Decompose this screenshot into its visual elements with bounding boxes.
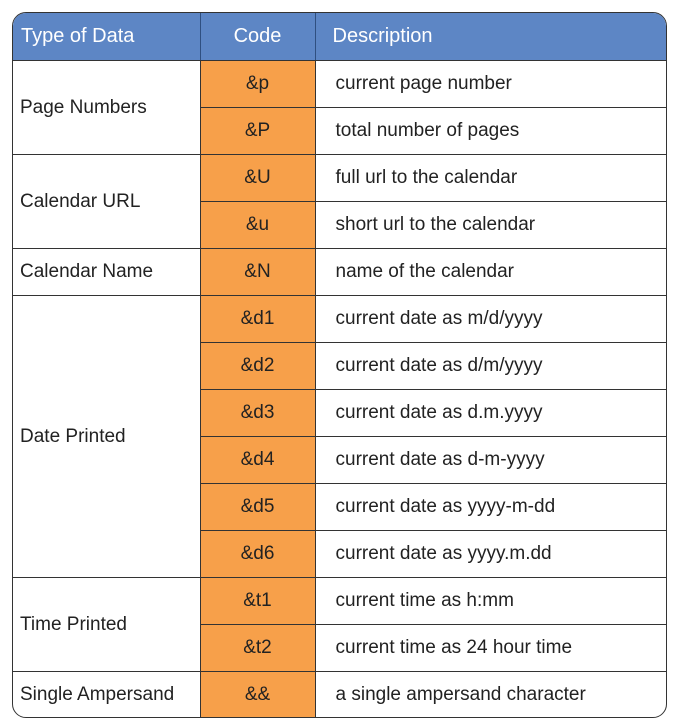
description-cell: current page number: [315, 61, 666, 108]
type-cell: Time Printed: [13, 578, 200, 672]
code-cell: &p: [200, 61, 315, 108]
code-cell: &d5: [200, 484, 315, 531]
table-row: [13, 249, 666, 296]
description-cell: current date as d.m.yyyy: [315, 390, 666, 437]
description-cell: current date as m/d/yyyy: [315, 296, 666, 343]
description-cell: name of the calendar: [315, 249, 666, 296]
code-cell: &N: [200, 249, 315, 296]
code-cell: &t2: [200, 625, 315, 672]
code-cell: &d2: [200, 343, 315, 390]
code-cell: &d1: [200, 296, 315, 343]
code-cell: &d4: [200, 437, 315, 484]
code-cell: &&: [200, 672, 315, 719]
table-header-row: [13, 13, 666, 61]
description-cell: total number of pages: [315, 108, 666, 155]
description-cell: current time as h:mm: [315, 578, 666, 625]
description-cell: current date as d/m/yyyy: [315, 343, 666, 390]
code-cell: &u: [200, 202, 315, 249]
table-row: [13, 578, 666, 625]
description-cell: current date as d-m-yyyy: [315, 437, 666, 484]
description-column-header: Description: [315, 13, 666, 61]
code-cell: &d6: [200, 531, 315, 578]
code-cell: &U: [200, 155, 315, 202]
type-column-header: Type of Data: [13, 13, 200, 61]
type-cell: Calendar Name: [13, 249, 200, 296]
codes-table: [13, 13, 666, 718]
description-cell: current date as yyyy.m.dd: [315, 531, 666, 578]
description-cell: short url to the calendar: [315, 202, 666, 249]
codes-table-container: [12, 12, 667, 718]
type-cell: Page Numbers: [13, 61, 200, 155]
code-cell: &d3: [200, 390, 315, 437]
description-cell: current date as yyyy-m-dd: [315, 484, 666, 531]
type-cell: Calendar URL: [13, 155, 200, 249]
code-cell: &P: [200, 108, 315, 155]
description-cell: current time as 24 hour time: [315, 625, 666, 672]
code-column-header: Code: [200, 13, 315, 61]
code-cell: &t1: [200, 578, 315, 625]
description-cell: a single ampersand character: [335, 684, 586, 705]
table-row: [13, 61, 666, 108]
table-row: [13, 296, 666, 343]
type-cell: Date Printed: [13, 296, 200, 578]
table-row: [13, 155, 666, 202]
description-cell: full url to the calendar: [315, 155, 666, 202]
type-cell: Single Ampersand: [13, 672, 200, 719]
table-row: [13, 672, 666, 719]
